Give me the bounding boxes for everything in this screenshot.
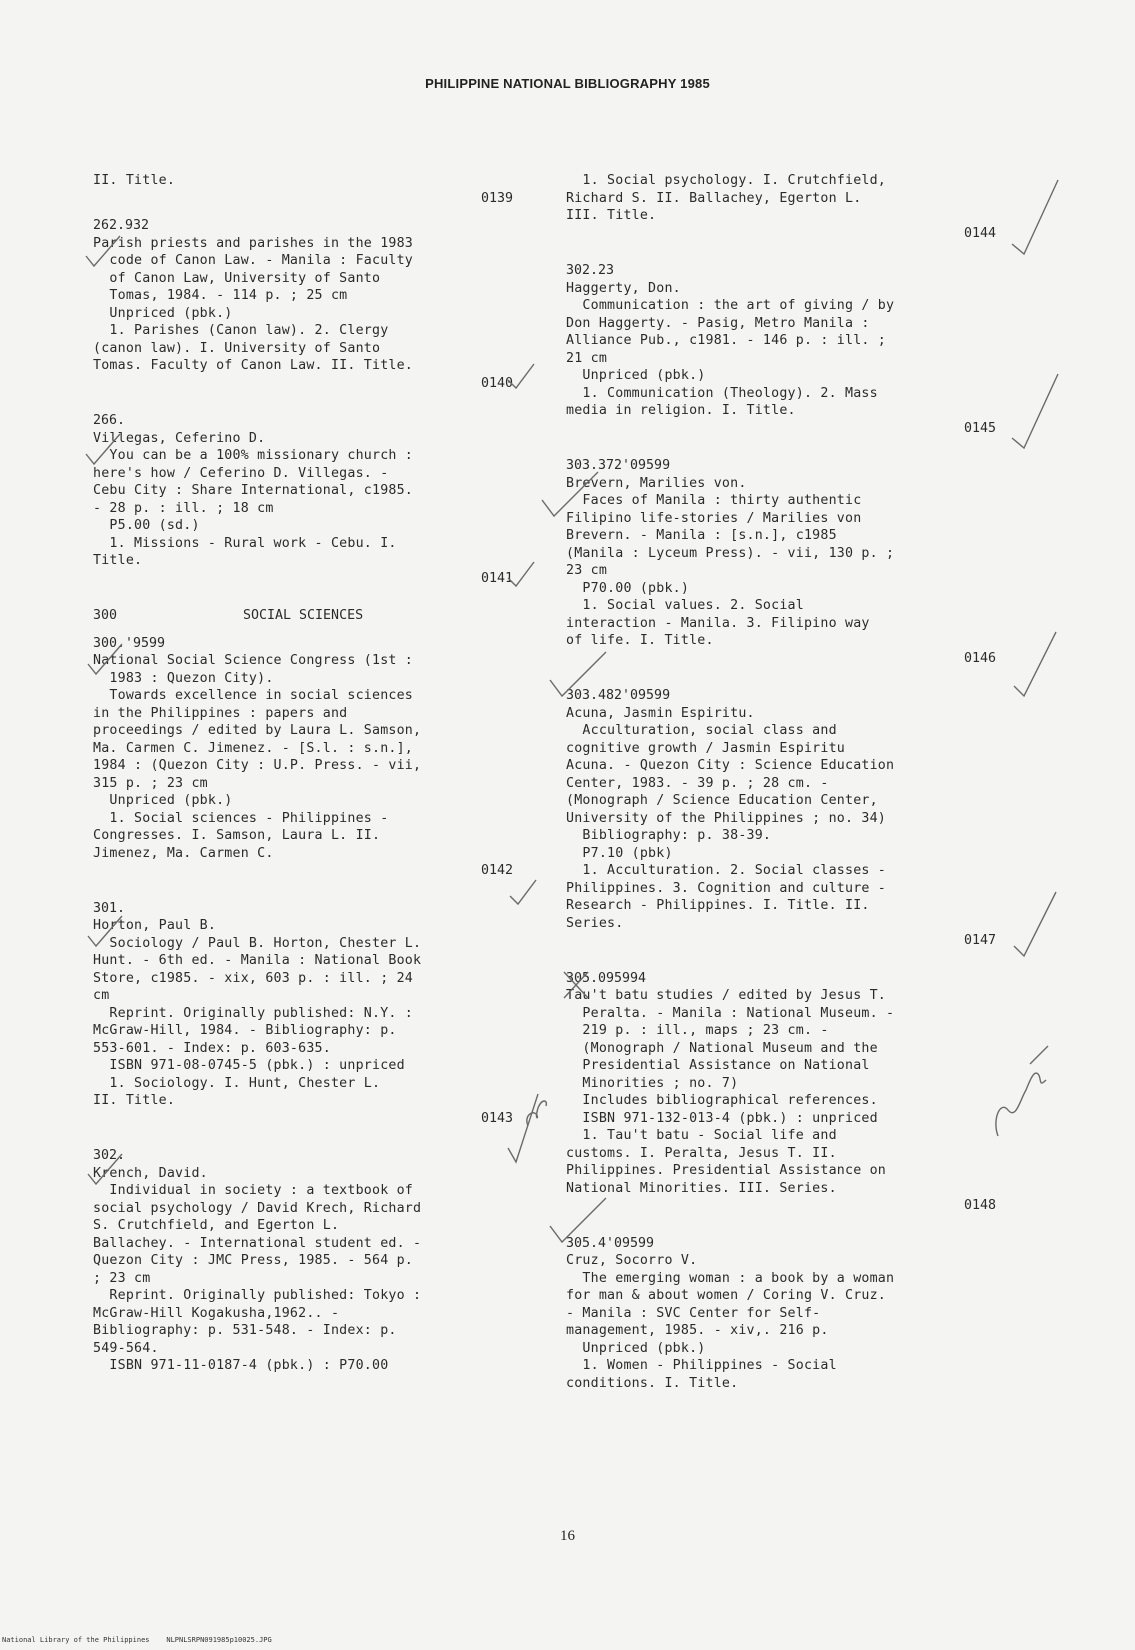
entry-line: P7.10 (pbk): [566, 845, 673, 861]
entry-line: Unpriced (pbk.): [93, 305, 233, 321]
entry-line: Acuna, Jasmin Espiritu.: [566, 705, 755, 721]
entry-line: S. Crutchfield, and Egerton L.: [93, 1218, 340, 1233]
entry-line: (canon law). I. University of Santo: [93, 340, 381, 356]
entry-line: Bibliography: p. 531-548. - Index: p.: [93, 1323, 397, 1338]
entry-line: 1. Sociology. I. Hunt, Chester L.: [93, 1075, 381, 1091]
entry-line: Unpriced (pbk.): [566, 1340, 706, 1356]
entry-line: 1. Missions - Rural work - Cebu. I.: [93, 535, 397, 551]
entry-line: National Minorities. III. Series.: [566, 1180, 837, 1196]
entry-line: Quezon City : JMC Press, 1985. - 564 p.: [93, 1253, 414, 1268]
section-code: 300: [93, 608, 118, 623]
entry-line: Bibliography: p. 38-39.: [566, 828, 772, 843]
entry-line: conditions. I. Title.: [566, 1375, 739, 1391]
entry-0143: [93, 900, 523, 1128]
entry-line: McGraw-Hill, 1984. - Bibliography: p.: [93, 1023, 397, 1038]
entry-line: 1984 : (Quezon City : U.P. Press. - vii,: [93, 758, 422, 773]
entry-line: 1. Social sciences - Philippines -: [93, 810, 389, 826]
entry-line: of Canon Law, University of Santo: [93, 270, 381, 286]
entry-line: Jimenez, Ma. Carmen C.: [93, 845, 274, 861]
left-column: [93, 172, 523, 1375]
entry-line: 553-601. - Index: p. 603-635.: [93, 1040, 331, 1056]
entry-line: cm: [93, 988, 110, 1003]
check-mark-icon: [1010, 372, 1060, 452]
entry-line: 21 cm: [566, 350, 608, 366]
entry-line: Ballachey. - International student ed. -: [93, 1235, 422, 1251]
page-header: PHILIPPINE NATIONAL BIBLIOGRAPHY 1985: [425, 76, 710, 91]
entry-line: Title.: [93, 553, 143, 568]
entry-line: Hunt. - 6th ed. - Manila : National Book: [93, 953, 422, 968]
entry-line: Congresses. I. Samson, Laura L. II.: [93, 828, 381, 843]
entry-line: Communication : the art of giving / by: [566, 298, 895, 313]
entry-line: Store, c1985. - xix, 603 p. : ill. ; 24: [93, 970, 414, 986]
entry-0145: [566, 262, 1006, 437]
entry-line: You can be a 100% missionary church :: [93, 448, 414, 463]
entry-0149: [566, 1235, 1006, 1393]
entry-line: Acuna. - Quezon City : Science Education: [566, 758, 895, 773]
call-number: 302.23: [566, 263, 615, 278]
entry-number: 0139: [480, 190, 513, 206]
entry-line: III. Title.: [566, 208, 657, 223]
call-number: 302.: [93, 1148, 126, 1163]
entry-line: Philippines. 3. Cognition and culture -: [566, 880, 887, 896]
entry-line: 23 cm: [566, 563, 608, 578]
check-mark-icon: [1012, 890, 1058, 960]
entry-line: code of Canon Law. - Manila : Faculty: [93, 253, 414, 268]
call-number: 301.: [93, 900, 126, 916]
entry-line: Research - Philippines. I. Title. II.: [566, 898, 870, 913]
entry-line: (Monograph / National Museum and the: [566, 1040, 878, 1056]
handwritten-note-icon: [522, 1092, 552, 1132]
entry-number: 0142: [480, 863, 513, 878]
entry-line: University of the Philippines ; no. 34): [566, 810, 887, 826]
entry-line: 1. Women - Philippines - Social: [566, 1358, 837, 1373]
entry-line: Tomas. Faculty of Canon Law. II. Title.: [93, 358, 414, 373]
check-mark-icon: [1010, 178, 1060, 258]
entry-line: customs. I. Peralta, Jesus T. II.: [566, 1145, 837, 1161]
entry-line: The emerging woman : a book by a woman: [566, 1270, 895, 1286]
section-name: SOCIAL SCIENCES: [243, 608, 364, 623]
entry-0144-continued: [566, 172, 1006, 242]
entry-line: 1983 : Quezon City).: [93, 670, 274, 686]
entry-line: 1. Social values. 2. Social: [566, 598, 804, 613]
entry-line: Unpriced (pbk.): [93, 793, 233, 808]
entry-number: 0144: [963, 225, 996, 241]
entry-0148: [566, 970, 1006, 1215]
entry-line: 1. Acculturation. 2. Social classes -: [566, 863, 887, 878]
check-mark-icon: [1012, 630, 1058, 700]
entry-line: - Manila : SVC Center for Self-: [566, 1305, 821, 1321]
entry-line: Tau't batu studies / edited by Jesus T.: [566, 988, 887, 1003]
entry-line: Cebu City : Share International, c1985.: [93, 483, 414, 498]
entry-line: II. Title.: [93, 1093, 176, 1108]
entry-line: in the Philippines : papers and: [93, 705, 348, 721]
entry-number: 0148: [963, 1198, 996, 1213]
entry-line: 315 p. ; 23 cm: [93, 775, 208, 791]
entry-line: Parish priests and parishes in the 1983: [93, 235, 414, 251]
call-number: 266.: [93, 413, 126, 428]
entry-line: interaction - Manila. 3. Filipino way: [566, 615, 870, 631]
entry-line: Philippines. Presidential Assistance on: [566, 1163, 887, 1178]
entry-line: of life. I. Title.: [566, 633, 714, 648]
entry-line: Includes bibliographical references.: [566, 1093, 878, 1108]
entry-line: Richard S. II. Ballachey, Egerton L.: [566, 190, 862, 206]
entry-line: Towards excellence in social sciences: [93, 688, 414, 703]
entry-line: Series.: [566, 915, 624, 931]
entry-line: (Manila : Lyceum Press). - vii, 130 p. ;: [566, 545, 895, 561]
entry-line: here's how / Ceferino D. Villegas. -: [93, 465, 389, 481]
entry-line: (Monograph / Science Education Center,: [566, 793, 878, 808]
call-number: 303.372'09599: [566, 458, 671, 473]
entry-line: Reprint. Originally published: Tokyo :: [93, 1288, 422, 1303]
call-number: 303.482'09599: [566, 688, 671, 703]
entry-line: Individual in society : a textbook of: [93, 1183, 414, 1198]
entry-line: ISBN 971-08-0745-5 (pbk.) : unpriced: [93, 1058, 405, 1073]
entry-line: Krench, David.: [93, 1165, 208, 1181]
entry-line: Cruz, Socorro V.: [566, 1253, 698, 1268]
entry-0146: [566, 457, 1006, 667]
entry-line: Peralta. - Manila : National Museum. -: [566, 1005, 895, 1021]
entry-line: media in religion. I. Title.: [566, 403, 796, 418]
entry-line: Acculturation, social class and: [566, 723, 837, 738]
entry-line: Reprint. Originally published: N.Y. :: [93, 1005, 414, 1021]
entry-line: Horton, Paul B.: [93, 918, 217, 933]
entry-line: Filipino life-stories / Marilies von: [566, 510, 862, 526]
entry-line: Brevern, Marilies von.: [566, 475, 747, 491]
entry-line: 1. Communication (Theology). 2. Mass: [566, 385, 878, 401]
entry-line: ISBN 971-132-013-4 (pbk.) : unpriced: [566, 1110, 878, 1126]
entry-line: 219 p. : ill., maps ; 23 cm. -: [566, 1023, 829, 1038]
right-column: [566, 172, 1006, 1392]
entry-line: ISBN 971-11-0187-4 (pbk.) : P70.00: [93, 1358, 389, 1373]
entry-number: 0141: [480, 570, 513, 586]
entry-line: Faces of Manila : thirty authentic: [566, 493, 862, 508]
entry-line: 1. Social psychology. I. Crutchfield,: [566, 173, 887, 188]
entry-line: P5.00 (sd.): [93, 518, 200, 533]
entry-line: management, 1985. - xiv,. 216 p.: [566, 1323, 829, 1338]
call-number: 305.095994: [566, 970, 647, 986]
entry-line: Ma. Carmen C. Jimenez. - [S.l. : s.n.],: [93, 740, 414, 756]
entry-0142: [93, 635, 523, 880]
scan-credit: National Library of the Philippines NLPNLSRPN091985p10025.JPG: [2, 1636, 272, 1644]
entry-line: P70.00 (pbk.): [566, 580, 690, 596]
entry-number: 0147: [963, 933, 996, 948]
entry-0147: [566, 687, 1006, 950]
call-number: 300.'9599: [93, 635, 166, 651]
entry-line: 1. Tau't batu - Social life and: [566, 1128, 837, 1143]
entry-line: Haggerty, Don.: [566, 280, 681, 296]
call-number: 305.4'09599: [566, 1235, 655, 1251]
entry-line: proceedings / edited by Laura L. Samson,: [93, 723, 422, 738]
entry-line: Don Haggerty. - Pasig, Metro Manila :: [566, 315, 870, 331]
entry-number: 0146: [963, 650, 996, 666]
entry-line: National Social Science Congress (1st :: [93, 653, 414, 668]
entry-number: 0140: [480, 375, 513, 391]
entry-0141: [93, 412, 523, 587]
entry-line: 1. Parishes (Canon law). 2. Clergy: [93, 323, 389, 338]
entry-line: Minorities ; no. 7): [566, 1075, 739, 1091]
entry-number: 0143: [480, 1110, 513, 1126]
call-number: 262.932: [93, 218, 150, 233]
entry-line: 549-564.: [93, 1340, 159, 1356]
entry-line: - 28 p. : ill. ; 18 cm: [93, 500, 274, 516]
entry-line: McGraw-Hill Kogakusha,1962.. -: [93, 1305, 340, 1321]
entry-line: social psychology / David Krech, Richard: [93, 1200, 422, 1216]
entry-line: Center, 1983. - 39 p. ; 28 cm. -: [566, 775, 829, 791]
page-number: 16: [560, 1528, 575, 1544]
section-heading: [93, 607, 523, 625]
entry-line: Presidential Assistance on National: [566, 1058, 870, 1073]
entry-line: Tomas, 1984. - 114 p. ; 25 cm: [93, 288, 348, 303]
entry-line: Villegas, Ceferino D.: [93, 430, 266, 446]
continuation-line: II. Title.: [93, 173, 176, 188]
entry-0144: [93, 1147, 523, 1375]
entry-line: Unpriced (pbk.): [566, 368, 706, 383]
entry-line: cognitive growth / Jasmin Espiritu: [566, 740, 845, 756]
entry-number: 0145: [963, 420, 996, 436]
entry-line: for man & about women / Coring V. Cruz.: [566, 1288, 887, 1303]
entry-line: Alliance Pub., c1981. - 146 p. : ill. ;: [566, 333, 887, 348]
entry-0140: [93, 217, 523, 392]
entry-line: Sociology / Paul B. Horton, Chester L.: [93, 935, 422, 951]
entry-line: ; 23 cm: [93, 1270, 151, 1286]
entry-line: Brevern. - Manila : [s.n.], c1985: [566, 528, 837, 543]
